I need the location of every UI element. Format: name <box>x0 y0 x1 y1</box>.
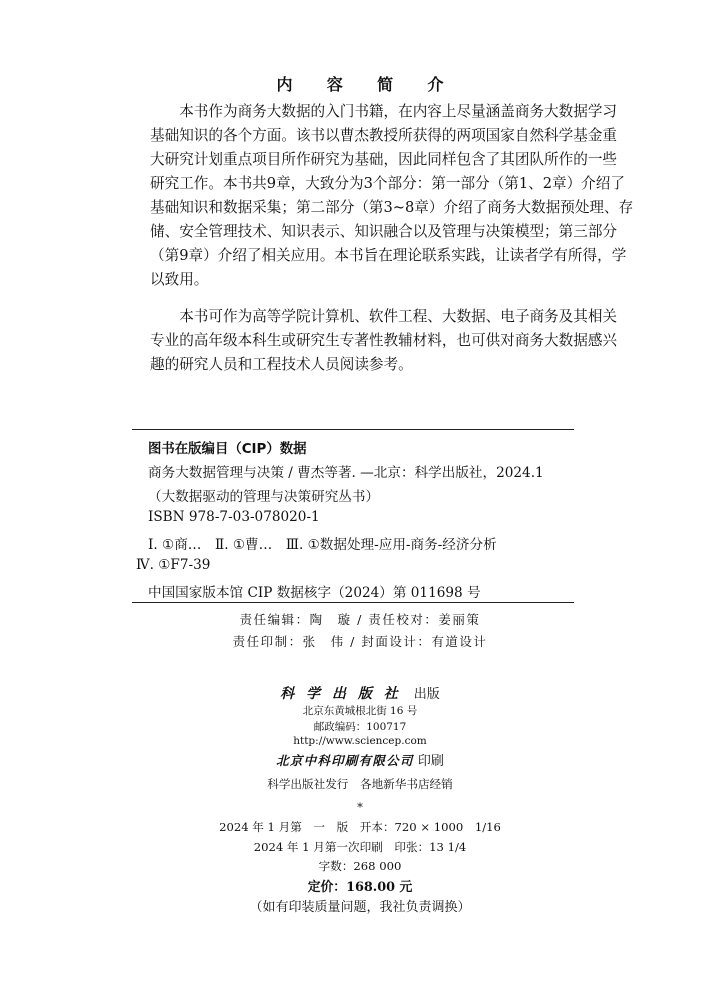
edition-info: 2024 年 1 月第 一 版 开本：720 × 1000 1/16 <box>219 820 501 834</box>
publisher-url: http://www.sciencep.com <box>293 735 427 747</box>
intro-line: 趣的研究人员和工程技术人员阅读参考。 <box>150 356 413 373</box>
page-title: 内 容 简 介 <box>276 75 458 94</box>
intro-line: （第9章）介绍了相关应用。本书旨在理论联系实践，让读者学有所得，学 <box>150 247 627 264</box>
quality-note: （如有印装质量问题，我社负责调换） <box>249 900 471 915</box>
publisher-name: 科学出版社 <box>280 686 410 702</box>
printer-suffix: 印刷 <box>413 754 444 769</box>
intro-line: 本书作为商务大数据的入门书籍，在内容上尽量涵盖商务大数据学习 <box>150 103 618 120</box>
cip-isbn: ISBN 978-7-03-078020-1 <box>148 509 320 525</box>
intro-line: 大研究计划重点项目所作研究为基础，因此同样包含了其团队所作的一些 <box>150 151 618 168</box>
price: 定价：168.00 元 <box>307 880 413 895</box>
publisher-address: 北京东黄城根北街 16 号 <box>302 705 418 717</box>
cip-series: （大数据驱动的管理与决策研究丛书） <box>148 489 380 505</box>
cip-bottom-rule <box>132 602 574 603</box>
intro-line: 储、安全管理技术、知识表示、知识融合以及管理与决策模型；第三部分 <box>150 223 618 240</box>
intro-line: 本书可作为高等学院计算机、软件工程、大数据、电子商务及其相关 <box>150 308 618 325</box>
cip-book-line: 商务大数据管理与决策 / 曹杰等著. —北京：科学出版社，2024.1 <box>148 465 544 481</box>
intro-line: 基础知识的各个方面。该书以曹杰教授所获得的两项国家自然科学基金重 <box>150 127 618 144</box>
publisher-line <box>0 683 720 703</box>
editors-line-1: 责任编辑：陶 璇 / 责任校对：姜丽策 <box>239 612 481 627</box>
intro-line: 以致用。 <box>150 271 209 288</box>
printer-line <box>0 750 720 769</box>
publisher-suffix: 出版 <box>409 687 440 702</box>
cip-classification: Ⅰ. ①商… Ⅱ. ①曹… Ⅲ. ①数据处理-应用-商务-经济分析 <box>148 537 497 553</box>
separator-asterisk: * <box>357 800 363 814</box>
printing-info: 2024 年 1 月第一次印刷 印张：13 1/4 <box>253 840 467 854</box>
distribution: 科学出版社发行 各地新华书店经销 <box>267 777 453 791</box>
cip-verification: 中国国家版本馆 CIP 数据核字（2024）第 011698 号 <box>148 585 481 601</box>
cip-classification: Ⅳ. ①F7-39 <box>136 557 211 573</box>
printer-name: 北京中科印刷有限公司 <box>276 753 414 768</box>
intro-line: 基础知识和数据采集；第二部分（第3~8章）介绍了商务大数据预处理、存 <box>150 199 634 216</box>
cip-heading: 图书在版编目（CIP）数据 <box>148 442 307 457</box>
intro-line: 专业的高年级本科生或研究生专著性教辅材料，也可供对商务大数据感兴 <box>150 332 618 349</box>
intro-line: 研究工作。本书共9章，大致分为3个部分：第一部分（第1、2章）介绍了 <box>150 175 625 192</box>
cip-top-rule <box>132 429 574 430</box>
publisher-postcode: 邮政编码：100717 <box>313 721 407 733</box>
editors-line-2: 责任印制：张 伟 / 封面设计：有道设计 <box>232 634 488 649</box>
word-count: 字数：268 000 <box>318 859 402 873</box>
